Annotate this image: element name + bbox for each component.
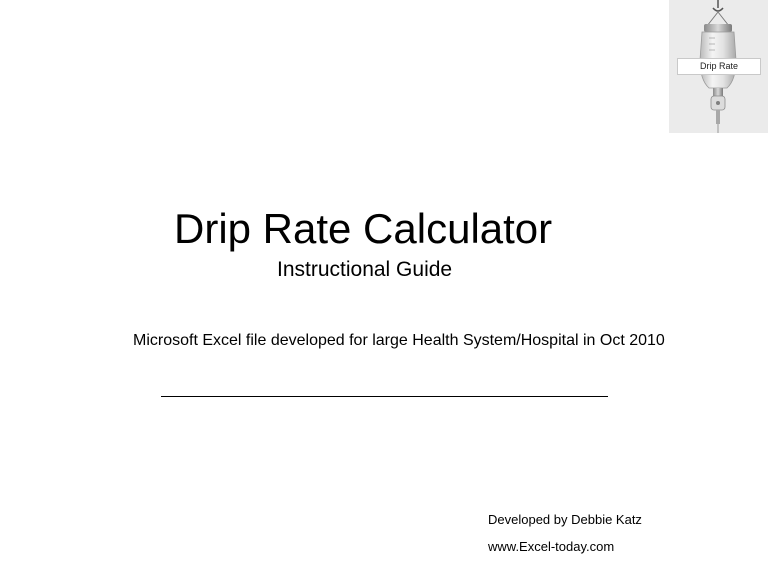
drip-rate-logo <box>669 0 768 133</box>
page-subtitle: Instructional Guide <box>277 258 453 281</box>
description-text: Microsoft Excel file developed for large Health System/Hospital in Oct 2010 <box>133 332 665 349</box>
divider-line <box>161 396 608 397</box>
logo-label: Drip Rate <box>677 58 761 75</box>
website-link[interactable]: www.Excel-today.com <box>488 539 615 554</box>
page-title: Drip Rate Calculator <box>174 205 553 252</box>
author-credit: Developed by Debbie Katz <box>488 512 642 527</box>
